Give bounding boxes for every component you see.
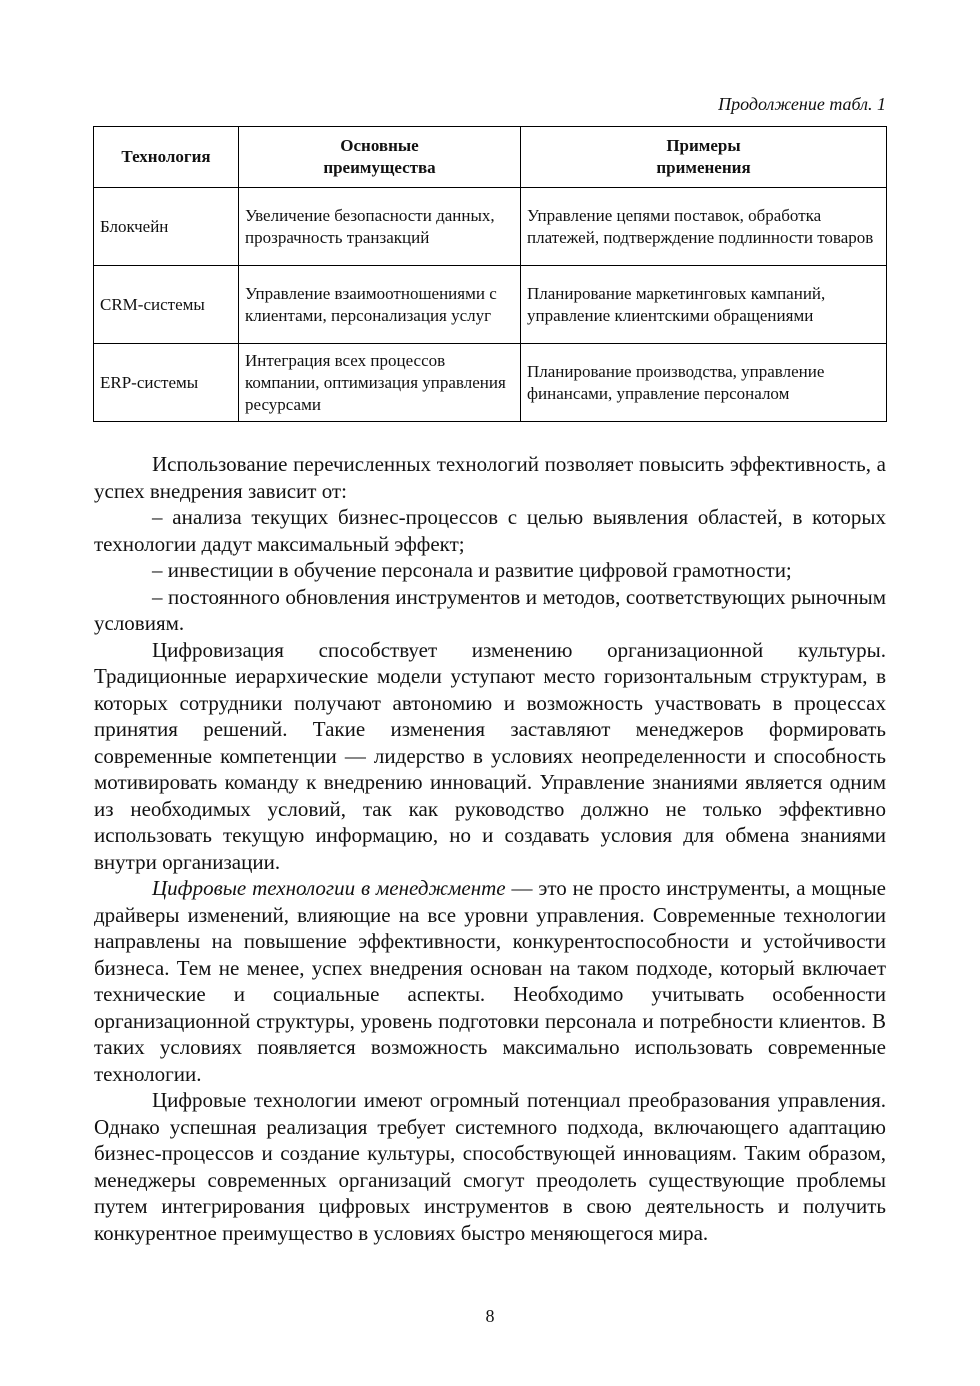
table-row	[94, 188, 887, 266]
table-header-row	[94, 127, 887, 188]
list-item: – инвестиции в обучение персонала и развитие цифровой грамотности;	[152, 558, 792, 582]
list-item: – постоянного обновления инструментов и методов, соответствующих рыночным условиям.	[94, 584, 886, 635]
header-technology: Технология	[94, 127, 239, 188]
cell-technology: Блокчейн	[94, 188, 239, 266]
table-row	[94, 266, 887, 344]
paragraph-intro: Использование перечисленных технологий позволяет повысить эффективность, а успех внедрения зависит от:	[94, 452, 886, 503]
cell-examples: Планирование маркетинговых кампаний, управление клиентскими обращениями	[521, 266, 887, 344]
paragraph-digital-tech	[94, 875, 886, 1087]
paragraph-digitalization: Цифровизация способствует изменению организационной культуры. Традиционные иерархические модели уступают место горизонтальным структурам, в которых сотрудники получают автономию и возможность участвовать в процессах принятия решений. Такие изменения заставляют менеджеров формировать современные компетенции — лидерство в условиях неопределенности и способность мотивировать команду к внедрению инноваций. Управление знаниями является одним из необходимых условий, так как руководство должно не только эффективно использовать текущую информацию, но и создавать условия для обмена знаниями внутри организации.	[94, 637, 886, 874]
table-continuation-label: Продолжение табл. 1	[718, 94, 886, 114]
header-advantages-text: Основные преимущества	[323, 136, 436, 177]
cell-advantages: Интеграция всех процессов компании, оптимизация управления ресурсами	[239, 344, 521, 422]
page-number: 8	[485, 1306, 495, 1326]
list-item: – анализа текущих бизнес-процессов с целью выявления областей, в которых технологии дадут максимальный эффект;	[94, 505, 886, 556]
cell-examples: Управление цепями поставок, обработка платежей, подтверждение подлинности товаров	[521, 188, 887, 266]
cell-advantages: Управление взаимоотношениями с клиентами, персонализация услуг	[239, 266, 521, 344]
header-examples	[521, 127, 887, 188]
cell-technology: ERP-системы	[94, 344, 239, 422]
body-text	[94, 451, 886, 1246]
technology-table	[93, 126, 887, 422]
cell-technology: CRM-системы	[94, 266, 239, 344]
header-advantages	[239, 127, 521, 188]
header-examples-text: Примеры применения	[656, 136, 751, 177]
cell-examples: Планирование производства, управление финансами, управление персоналом	[521, 344, 887, 422]
cell-advantages: Увеличение безопасности данных, прозрачность транзакций	[239, 188, 521, 266]
paragraph-conclusion: Цифровые технологии имеют огромный потенциал преобразования управления. Однако успешная реализация требует системного подхода, включающего адаптацию бизнес-процессов и создание культуры, способствующей инновациям. Таким образом, менеджеры современных организаций смогут преодолеть существующие проблемы путем интегрирования цифровых инструментов в свою деятельность и получить конкурентное преимущество в условиях быстро меняющегося мира.	[94, 1088, 886, 1245]
table-row	[94, 344, 887, 422]
italic-term: Цифровые технологии в менеджменте	[152, 876, 506, 900]
paragraph-digital-tech-rest: — это не просто инструменты, а мощные драйверы изменений, влияющие на все уровни управления. Современные технологии направлены на повышение эффективности, конкурентоспособности и устойчивости бизнеса. Тем не менее, успех внедрения основан на таком подходе, который включает технические и социальные аспекты. Необходимо учитывать особенности организационной структуры, уровень подготовки персонала и потребности клиентов. В таких условиях появляется возможность максимально использовать современные технологии.	[94, 876, 887, 1086]
